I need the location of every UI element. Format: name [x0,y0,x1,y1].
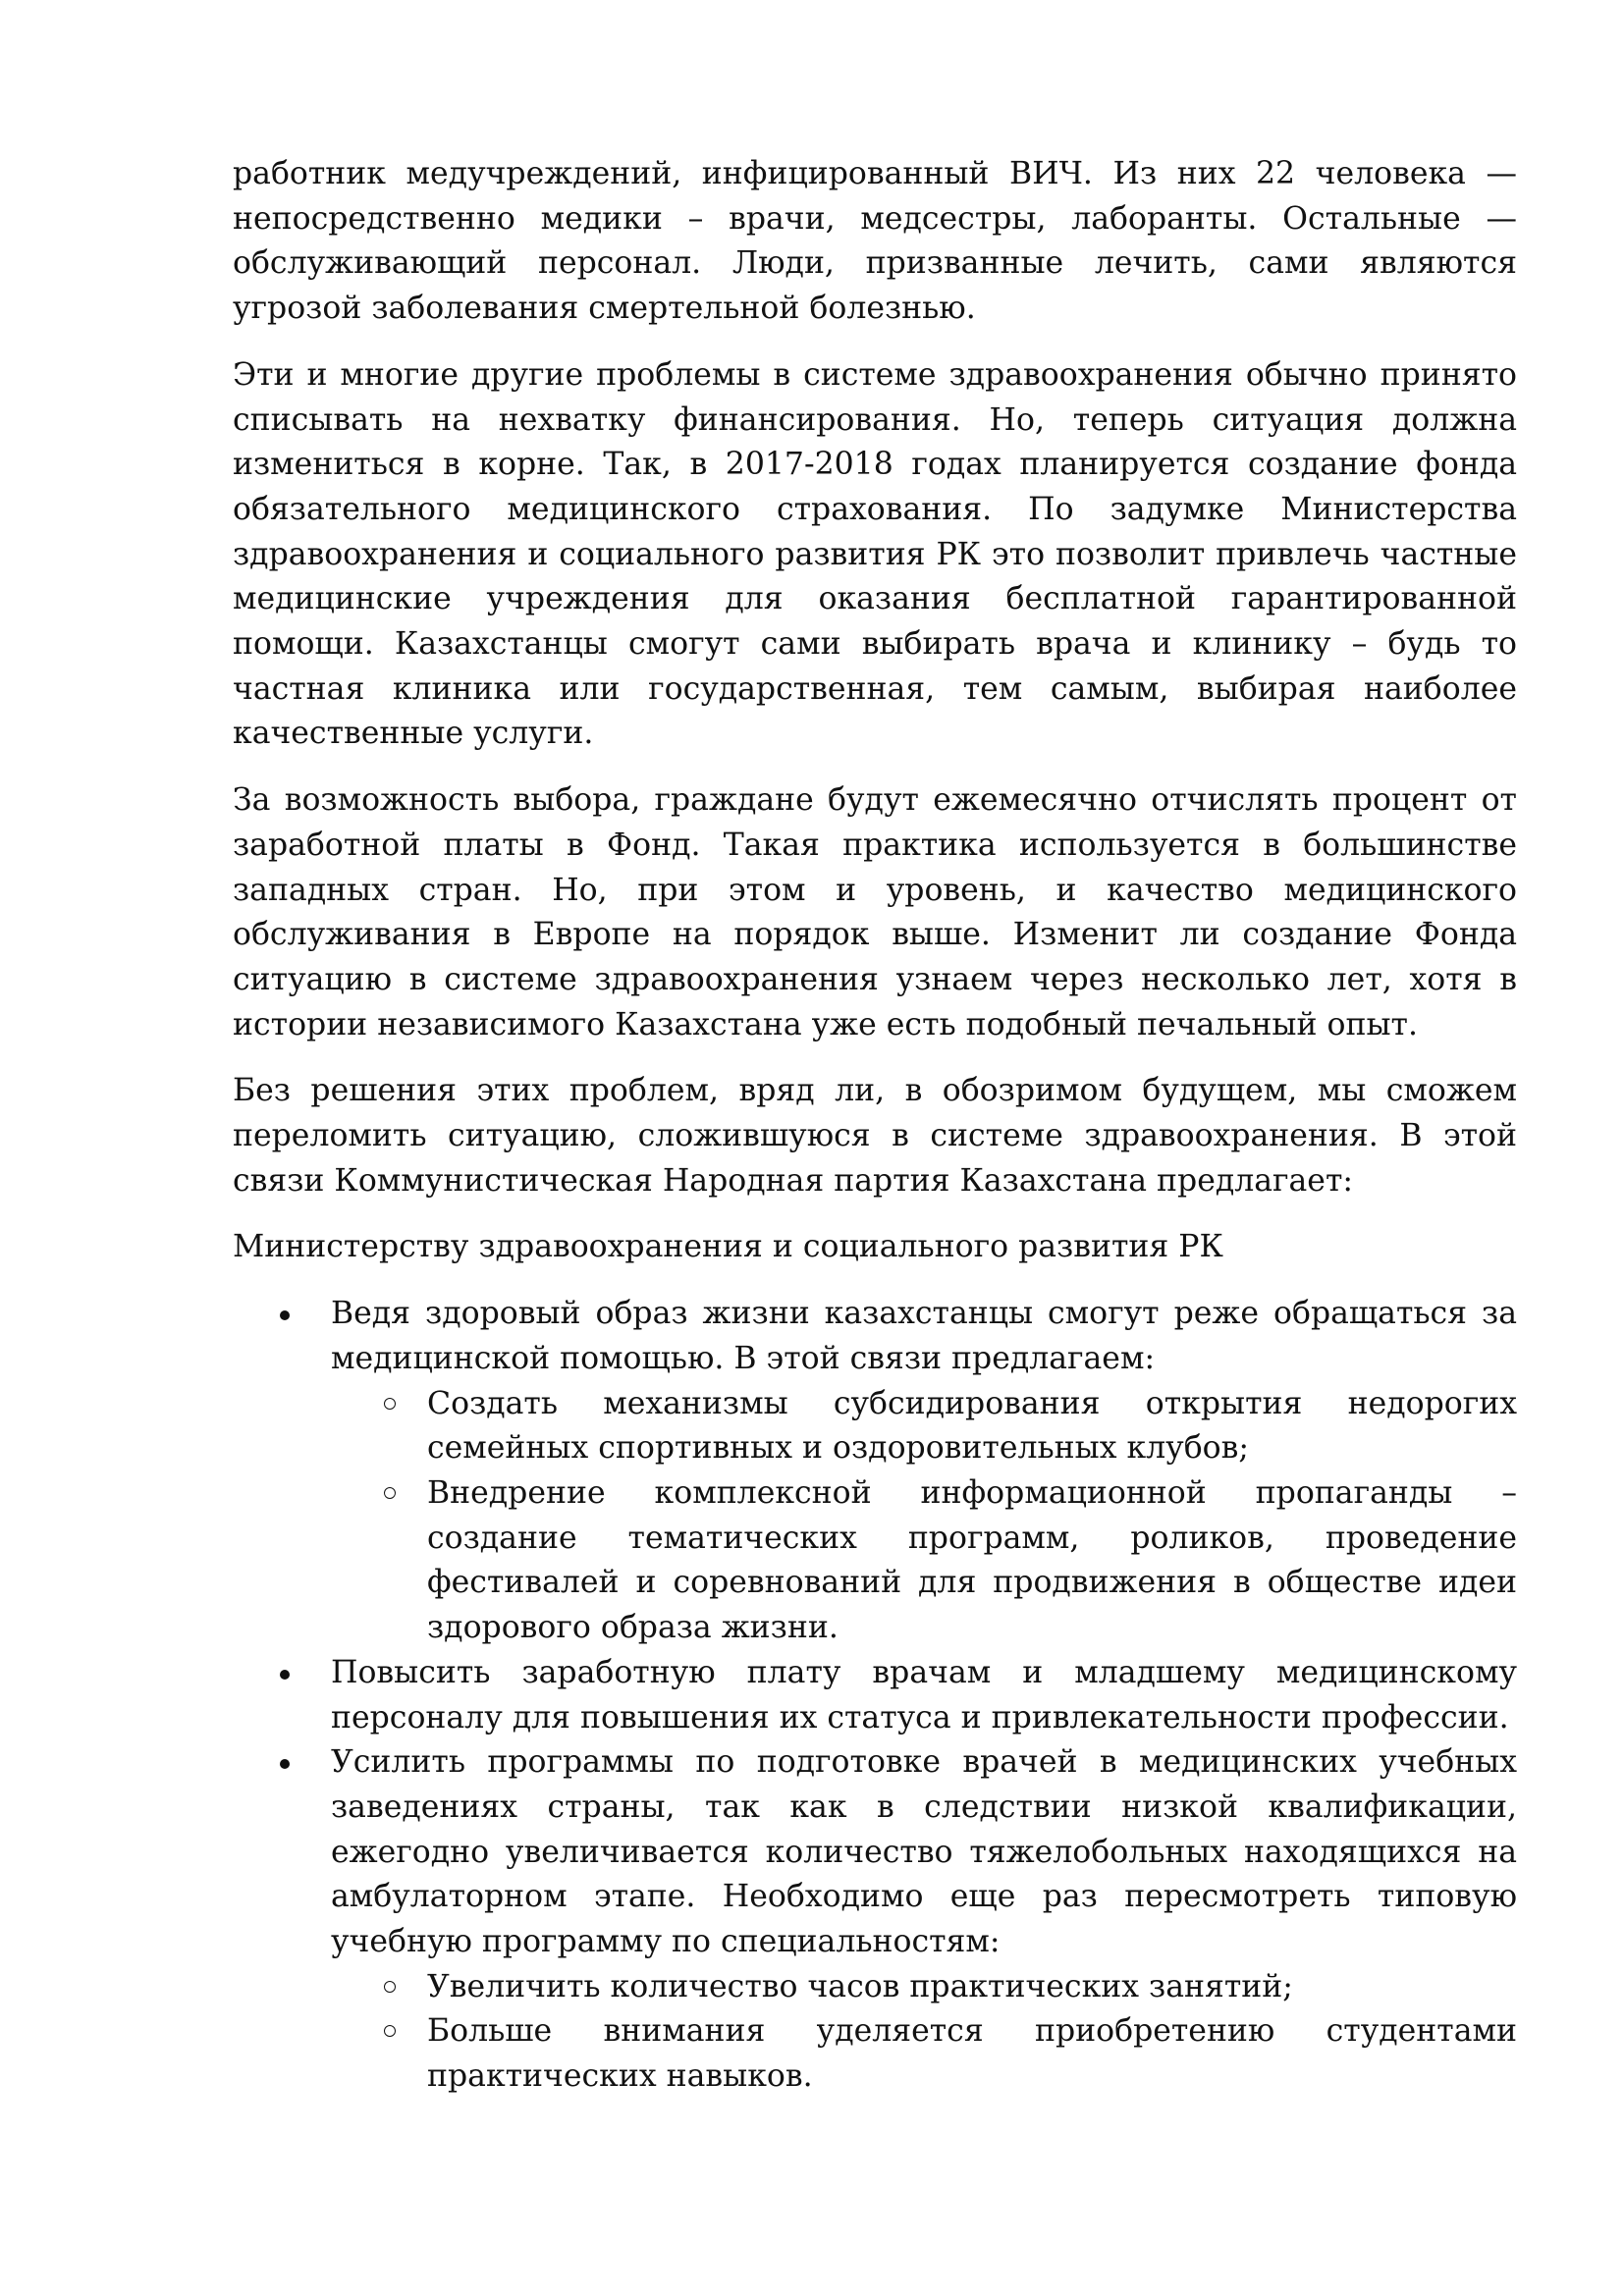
paragraph-party-proposal: Без решения этих проблем, вряд ли, в обозримом будущем, мы сможем переломить ситуацию, сложившуюся в системе здравоохранения. В этой связи Коммунистическая Народная партия Казахстана предлагает: [233,1073,1517,1199]
proposal-text: Усилить программы по подготовке врачей в медицинских учебных заведениях страны, так как в следствии низкой квалификации, ежегодно увеличивается количество тяжелобольных находящихся на амбулаторном этапе. Необходимо еще раз пересмотреть типовую учебную программу по специальностям: [331,1744,1517,1960]
proposal-item-training [331,1740,1517,2100]
proposal-list [233,1292,1517,2100]
bullet-dot-icon [280,1670,290,1680]
subproposal-text: Внедрение комплексной информационной пропаганды – создание тематических программ, роликов, проведение фестивалей и соревнований для продвижения в обществе идеи здорового образа жизни. [427,1474,1517,1646]
paragraph-fund-contributions: За возможность выбора, граждане будут ежемесячно отчислять процент от заработной платы в Фонд. Такая практика используется в большинстве западных стран. Но, при этом и уровень, и качество медицинского обслуживания в Европе на порядок выше. Изменит ли создание Фонда ситуацию в системе здравоохранения узнаем через несколько лет, хотя в истории независимого Казахстана уже есть подобный печальный опыт. [233,782,1517,1042]
proposal-text: Повысить заработную плату врачам и младшему медицинскому персоналу для повышения их статуса и привлекательности профессии. [331,1654,1517,1735]
proposal-text: Ведя здоровый образ жизни казахстанцы смогут реже обращаться за медицинской помощью. В этой связи предлагаем: [331,1296,1517,1376]
bullet-dot-icon [280,1759,290,1769]
subproposal-text: Увеличить количество часов практических занятий; [427,1968,1293,2004]
paragraph-hiv-workers: работник медучреждений, инфицированный ВИЧ. Из них 22 человека — непосредственно медики – врачи, медсестры, лаборанты. Остальные — обслуживающий персонал. Люди, призванные лечить, сами являются угрозой заболевания смертельной болезнью. [233,156,1517,327]
bullet-dot-icon [280,1310,290,1320]
subproposal-text: Больше внимания уделяется приобретению студентами практических навыков. [427,2013,1517,2095]
document-page [233,152,1517,2100]
subproposal-list [331,1965,1517,2100]
bullet-circle-icon [384,1487,396,1499]
bullet-circle-icon [384,1398,396,1410]
proposal-item-salary [331,1651,1517,1740]
paragraph-financing: Эти и многие другие проблемы в системе здравоохранения обычно принято списывать на нехватку финансирования. Но, теперь ситуация должна измениться в корне. Так, в 2017-2018 годах планируется создание фонда обязательного медицинского страхования. По задумке Министерства здравоохранения и социального развития РК это позволит привлечь частные медицинские учреждения для оказания бесплатной гарантированной помощи. Казахстанцы смогут сами выбирать врача и клинику – будь то частная клиника или государственная, тем самым, выбирая наиболее качественные услуги. [233,356,1517,752]
subproposal-item [427,1965,1517,2010]
subproposal-item [427,1471,1517,1651]
subproposal-item [427,2009,1517,2099]
subproposal-text: Создать механизмы субсидирования открытия недорогих семейных спортивных и оздоровительных клубов; [427,1385,1517,1467]
addressee-line: Министерству здравоохранения и социального развития РК [233,1229,1223,1265]
subproposal-item [427,1382,1517,1471]
bullet-circle-icon [384,1981,396,1993]
bullet-circle-icon [384,2025,396,2037]
subproposal-list [331,1382,1517,1651]
proposal-item-healthy-lifestyle [331,1292,1517,1651]
